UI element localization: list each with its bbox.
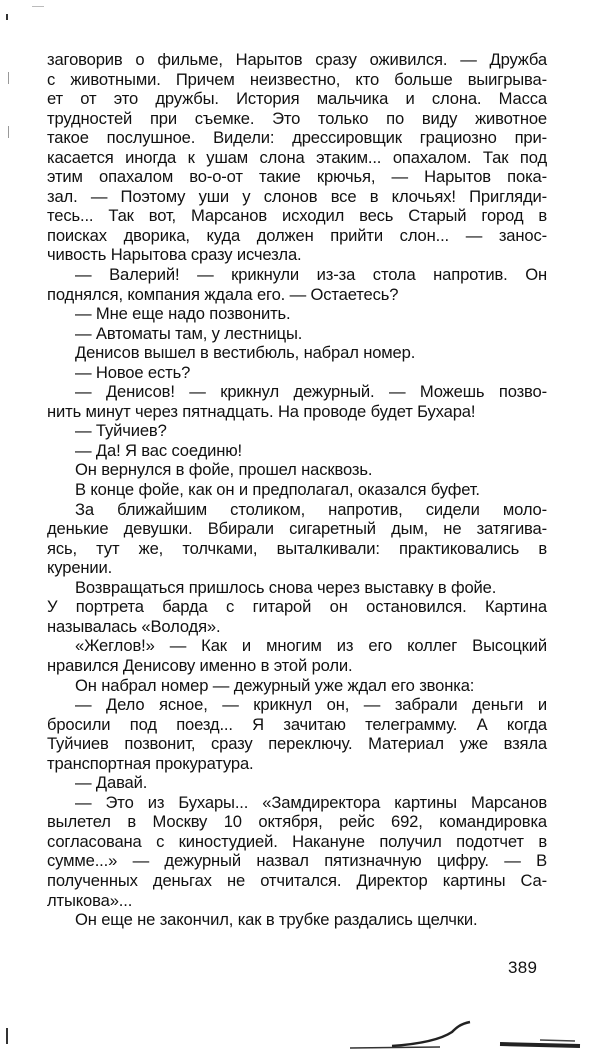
text-line: — Это из Бухары... «Замдиректора картины Марсанов: [75, 792, 547, 812]
text-line: — Да! Я вас соединю!: [75, 440, 242, 460]
text-line: В конце фойе, как он и предполагал, оказался буфет.: [75, 480, 480, 500]
text-line: Он набрал номер — дежурный уже ждал его звонка:: [75, 675, 475, 695]
text-line: поисках дворика, куда должен прийти слон... — занос-: [47, 225, 547, 245]
scan-mark-top: [32, 6, 44, 7]
text-line: сумме...» — дежурный назвал пятизначную цифру. — В: [47, 851, 547, 871]
text-line: чивость Нарытова сразу исчезла.: [47, 245, 302, 265]
text-line: денькие девушки. Вбирали сигаретный дым, не затягива-: [47, 519, 547, 539]
text-line: трудностей при съемке. Это только по виду животное: [47, 108, 547, 128]
text-line: Возвращаться пришлось снова через выставку в фойе.: [75, 577, 497, 597]
scan-artifact-bottom: [0, 1010, 600, 1050]
text-line: полученных деньгах не отчитался. Директор картины Са-: [47, 870, 547, 890]
text-line: зал. — Поэтому уши у слонов все в клочьях! Пригляди-: [47, 186, 547, 206]
body-text: [47, 50, 547, 930]
text-line: Он еще не закончил, как в трубке раздались щелчки.: [75, 910, 478, 930]
text-line: бросили под поезд... Я зачитаю телеграмму. А когда: [47, 714, 547, 734]
text-line: Денисов вышел в вестибюль, набрал номер.: [75, 343, 416, 363]
text-line: ет от это дружбы. История мальчика и слона. Масса: [47, 89, 547, 109]
text-line: этим опахалом во-о-от такие крючья, — Нарытов пока-: [47, 167, 547, 187]
text-line: Он вернулся в фойе, прошел насквозь.: [75, 460, 373, 480]
text-line: согласована с киностудией. Накануне получил подотчет в: [47, 831, 547, 851]
text-line: курении.: [47, 558, 113, 578]
text-line: — Дело ясное, — крикнул он, — забрали деньги и: [75, 695, 547, 715]
text-line: нить минут через пятнадцать. На проводе будет Бухара!: [47, 401, 476, 421]
text-line: такое послушное. Видели: дрессировщик грациозно при-: [47, 128, 547, 148]
text-line: — Новое есть?: [75, 362, 191, 382]
text-line: — Денисов! — крикнул дежурный. — Можешь позво-: [75, 382, 547, 402]
scan-mark-left-2: [8, 126, 9, 138]
text-line: касается иногда к ушам слона этаким... опахалом. Так под: [47, 147, 547, 167]
text-line: поднялся, компания ждала его. — Остаетесь?: [47, 284, 399, 304]
text-line: «Жеглов!» — Как и многим из его коллег Высоцкий: [75, 636, 547, 656]
text-line: называлась «Володя».: [47, 616, 221, 636]
text-line: ясь, тут же, толчками, выталкивали: практиковались в: [47, 538, 547, 558]
text-line: — Давай.: [75, 773, 148, 793]
text-line: заговорив о фильме, Нарытов сразу оживился. — Дружба: [47, 50, 547, 69]
text-line: — Мне еще надо позвонить.: [75, 304, 291, 324]
text-line: — Валерий! — крикнули из-за стола напротив. Он: [75, 265, 547, 285]
text-line: с животными. Причем неизвестно, кто больше выигрыва-: [47, 69, 547, 89]
text-line: — Туйчиев?: [75, 421, 167, 441]
text-line: За ближайшим столиком, напротив, сидели моло-: [75, 499, 547, 519]
text-line: нравился Денисову именно в этой роли.: [47, 655, 353, 675]
text-line: У портрета барда с гитарой он остановился. Картина: [47, 597, 547, 617]
text-line: Туйчиев позвонит, сразу переключу. Материал уже взяла: [47, 734, 547, 754]
text-line: — Автоматы там, у лестницы.: [75, 323, 303, 343]
text-line: тесь... Так вот, Марсанов исходил весь Старый город в: [47, 206, 547, 226]
scan-mark-left-1: [8, 72, 9, 84]
text-line: лтыкова»...: [47, 890, 133, 910]
text-line: транспортная прокуратура.: [47, 753, 254, 773]
text-line: вылетел в Москву 10 октября, рейс 692, командировка: [47, 812, 547, 832]
scan-mark-top-left: [6, 14, 8, 20]
page-number: 389: [508, 958, 538, 977]
